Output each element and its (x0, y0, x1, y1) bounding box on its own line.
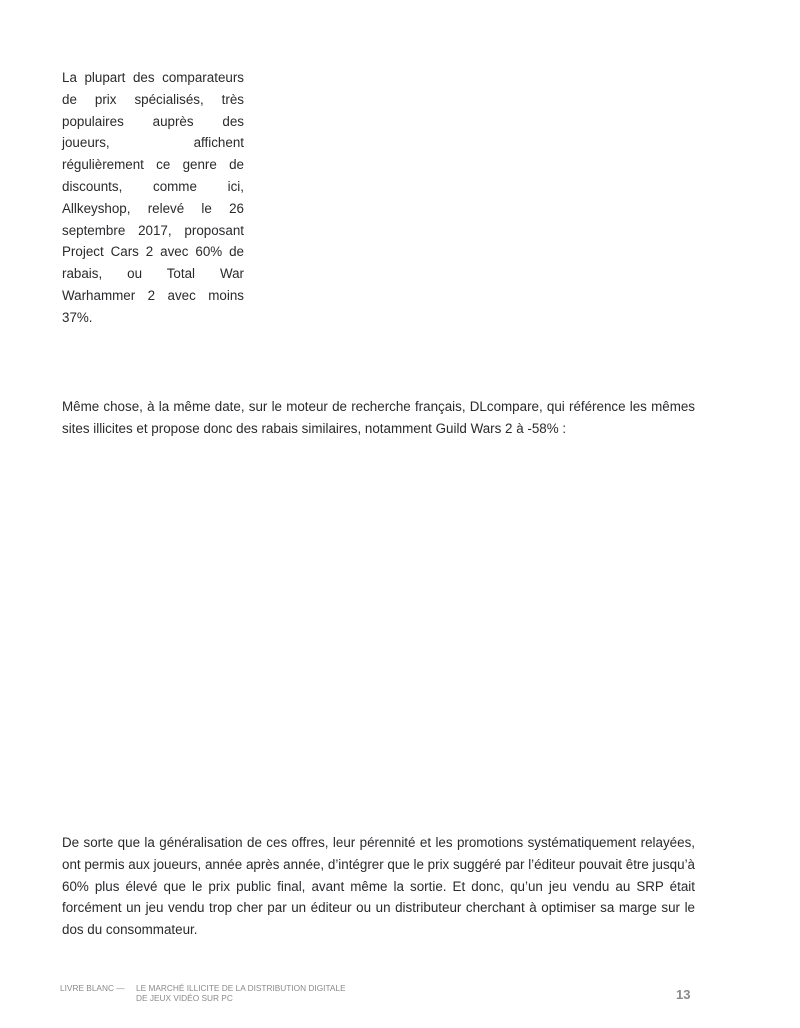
paragraph-conclusion: De sorte que la généralisation de ces offres, leur pérennité et les promotions systématiquement relayées, ont permis aux joueurs, année après année, d’intégrer que le prix suggéré par l’éditeur pouvait être jusqu’à 60% plus élevé que le prix public final, avant même la sortie. Et donc, qu’un jeu vendu au SRP était forcément un jeu vendu trop cher par un éditeur ou un distributeur cherchant à optimiser sa marge sur le dos du consommateur. (62, 835, 695, 938)
footer-title-line-2: DE JEUX VIDÉO SUR PC (136, 993, 233, 1003)
footer-title-line-1: LE MARCHÉ ILLICITE DE LA DISTRIBUTION DIGITALE (136, 983, 346, 993)
footer-series: LIVRE BLANC — (60, 983, 125, 993)
paragraph-dlcompare: Même chose, à la même date, sur le moteur de recherche français, DLcompare, qui référence les mêmes sites illicites et propose donc des rabais similaires, notamment Guild Wars 2 à -58% : (62, 399, 695, 436)
page-number: 13 (676, 987, 691, 1002)
paragraph-comparateurs: La plupart des comparateurs de prix spécialisés, très populaires auprès des joueurs, affichent régulièrement ce genre de discounts, comme ici, Allkeyshop, relevé le 26 septembre 2017, proposant Project Cars 2 avec 60% de rabais, ou Total War Warhammer 2 avec moins 37%. (62, 70, 244, 325)
